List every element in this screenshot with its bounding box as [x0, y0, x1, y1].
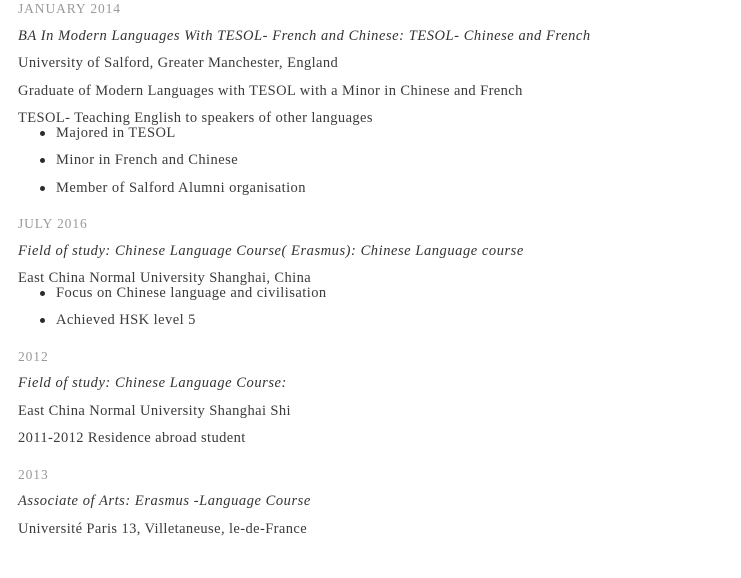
entry-line: Graduate of Modern Languages with TESOL with a Minor in Chinese and French	[18, 82, 523, 99]
entry-title: BA In Modern Languages With TESOL- French and Chinese: TESOL- Chinese and French	[18, 27, 591, 44]
entry-title: Field of study: Chinese Language Course( Erasmus): Chinese Language course	[18, 242, 524, 259]
list-item: Minor in French and Chinese	[18, 153, 731, 168]
entry-line: 2011-2012 Residence abroad student	[18, 430, 246, 446]
education-entry	[18, 468, 731, 537]
entry-title: Associate of Arts: Erasmus -Language Course	[18, 493, 311, 509]
education-entry	[18, 217, 731, 328]
list-item: Achieved HSK level 5	[18, 313, 731, 328]
entry-date: 2012	[18, 348, 49, 364]
entry-line: TESOL- Teaching English to speakers of other languages	[18, 110, 373, 126]
entry-bullet-list	[18, 286, 731, 328]
list-item: Focus on Chinese language and civilisation	[18, 286, 731, 301]
education-entry	[18, 0, 731, 195]
list-item: Majored in TESOL	[18, 126, 731, 141]
list-item: Member of Salford Alumni organisation	[18, 181, 731, 196]
entry-line: East China Normal University Shanghai Shi	[18, 402, 291, 419]
entry-date: 2013	[18, 466, 49, 482]
entry-date: JULY 2016	[18, 216, 88, 231]
entry-date: JANUARY 2014	[18, 1, 121, 16]
entry-line: Université Paris 13, Villetaneuse, le-de-France	[18, 520, 308, 537]
entry-line: University of Salford, Greater Manchester, England	[18, 55, 339, 71]
entry-bullet-list	[18, 126, 731, 196]
entry-title: Field of study: Chinese Language Course:	[18, 375, 287, 391]
entry-line: East China Normal University Shanghai, China	[18, 270, 312, 286]
education-entry	[18, 350, 731, 446]
